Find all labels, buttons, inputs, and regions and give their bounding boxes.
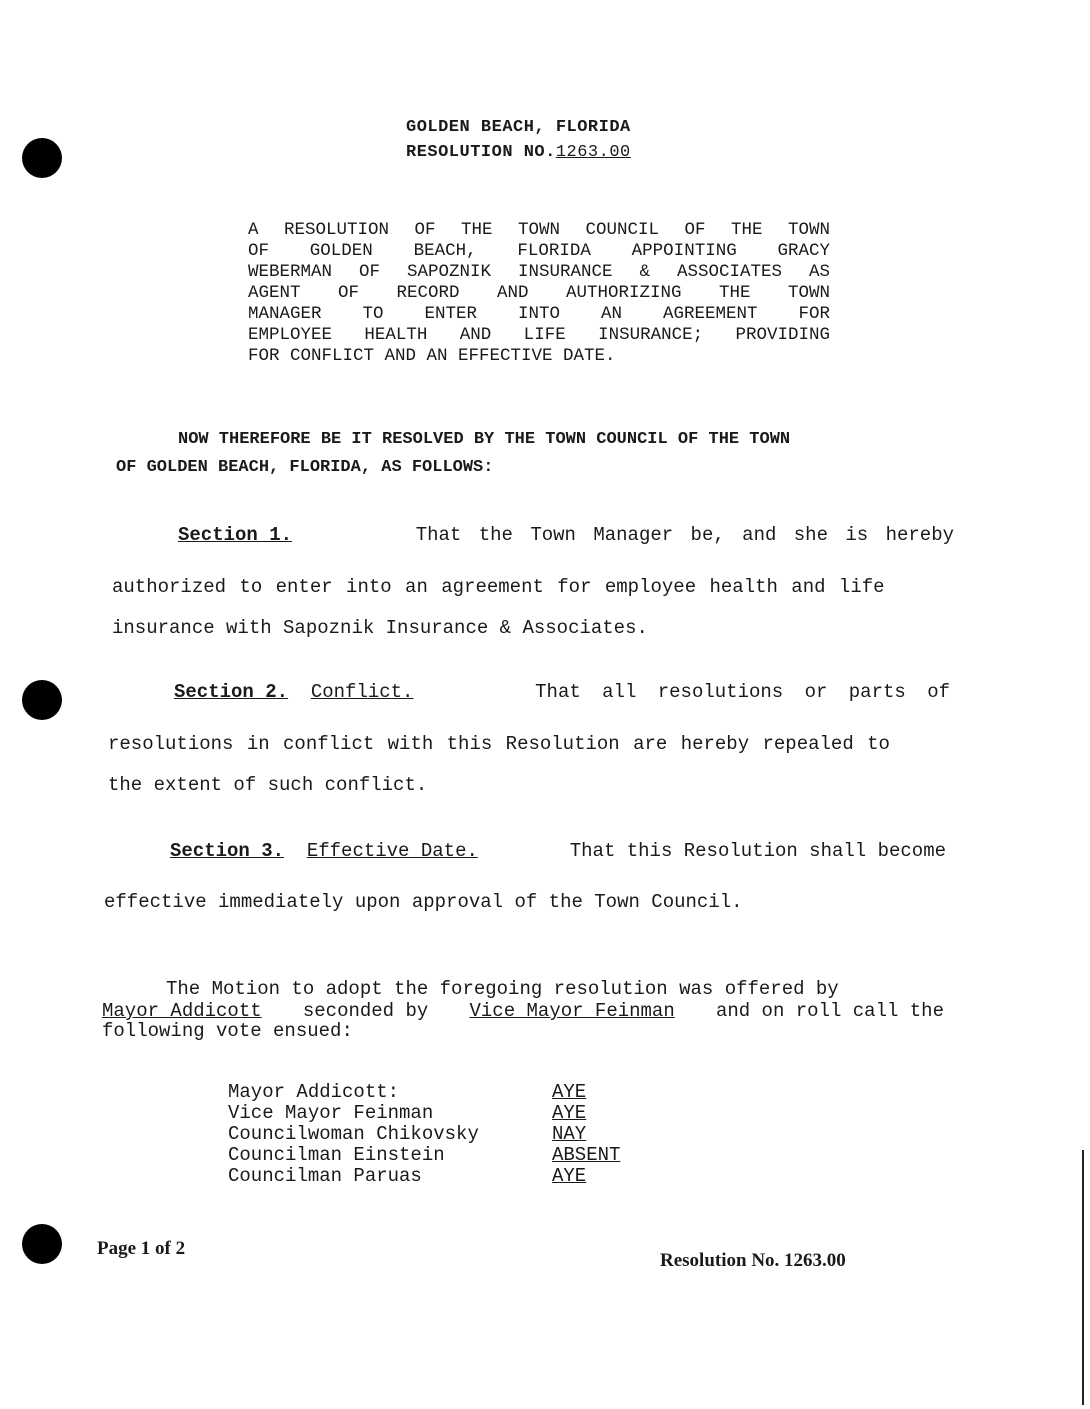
section-3-heading: Section 3.	[170, 840, 285, 862]
section-3-text-1: That this Resolution shall become	[569, 840, 946, 862]
vote-value: ABSENT	[552, 1144, 621, 1166]
resolution-heading	[406, 143, 631, 162]
punch-hole-top	[22, 138, 62, 178]
vote-row	[228, 1124, 620, 1145]
motion-roll-text: and on roll call the	[715, 1000, 944, 1022]
vote-value: AYE	[552, 1102, 587, 1124]
resolution-title-block	[248, 220, 830, 367]
motion-line-1: The Motion to adopt the foregoing resolution was offered by	[166, 978, 839, 1000]
title-line: EMPLOYEE HEALTH AND LIFE INSURANCE; PROVIDING	[248, 325, 830, 345]
vote-member: Vice Mayor Feinman	[228, 1102, 434, 1124]
section-3-text-2: effective immediately upon approval of the Town Council.	[104, 891, 743, 913]
vote-value: AYE	[552, 1165, 587, 1187]
vote-row	[228, 1103, 620, 1124]
title-line: FOR CONFLICT AND AN EFFECTIVE DATE.	[248, 346, 616, 366]
section-1-text-3: insurance with Sapoznik Insurance & Associates.	[112, 617, 648, 639]
footer-resolution-number: Resolution No. 1263.00	[660, 1250, 846, 1271]
page-number: Page 1 of 2	[97, 1238, 186, 1259]
motion-seconded-text: seconded by	[302, 1000, 429, 1022]
vote-table	[228, 1082, 620, 1187]
section-2-subheading: Conflict.	[310, 681, 414, 703]
vote-value: AYE	[552, 1081, 587, 1103]
motion-line-2	[102, 1000, 944, 1022]
title-line: WEBERMAN OF SAPOZNIK INSURANCE & ASSOCIATES AS	[248, 262, 830, 282]
resolution-label: RESOLUTION NO.	[406, 143, 556, 162]
scan-edge-line	[1082, 1150, 1084, 1405]
section-1-text-1: That the Town Manager be, and she is hereby	[415, 524, 954, 546]
resolved-line-2: OF GOLDEN BEACH, FLORIDA, AS FOLLOWS:	[116, 458, 494, 477]
section-3-subheading: Effective Date.	[306, 840, 478, 862]
motion-seconder: Vice Mayor Feinman	[469, 1000, 675, 1022]
vote-row	[228, 1082, 620, 1103]
section-1-text-2: authorized to enter into an agreement for employee health and life	[112, 576, 885, 598]
resolution-number: 1263.00	[555, 143, 631, 162]
punch-hole-bottom	[22, 1224, 62, 1264]
title-line: MANAGER TO ENTER INTO AN AGREEMENT FOR	[248, 304, 830, 324]
section-2-heading: Section 2.	[174, 681, 289, 703]
vote-row	[228, 1145, 620, 1166]
vote-member: Councilwoman Chikovsky	[228, 1123, 479, 1145]
town-heading: GOLDEN BEACH, FLORIDA	[406, 118, 631, 137]
section-2-text-2: resolutions in conflict with this Resolution are hereby repealed to	[108, 733, 890, 755]
section-1-first-line	[178, 524, 954, 546]
section-3-first-line	[170, 840, 946, 862]
section-2-first-line	[174, 681, 950, 703]
punch-hole-middle	[22, 680, 62, 720]
resolved-line-1: NOW THEREFORE BE IT RESOLVED BY THE TOWN COUNCIL OF THE TOWN	[178, 430, 791, 449]
section-2-text-1: That all resolutions or parts of	[535, 681, 950, 703]
motion-line-3: following vote ensued:	[102, 1020, 353, 1042]
vote-row	[228, 1166, 620, 1187]
vote-member: Mayor Addicott:	[228, 1081, 400, 1103]
vote-value: NAY	[552, 1123, 587, 1145]
motion-mover: Mayor Addicott	[102, 1000, 262, 1022]
vote-member: Councilman Paruas	[228, 1165, 422, 1187]
title-line: A RESOLUTION OF THE TOWN COUNCIL OF THE TOWN	[248, 220, 830, 240]
vote-member: Councilman Einstein	[228, 1144, 445, 1166]
title-line: AGENT OF RECORD AND AUTHORIZING THE TOWN	[248, 283, 830, 303]
section-2-text-3: the extent of such conflict.	[108, 774, 428, 796]
section-1-heading: Section 1.	[178, 524, 293, 546]
title-line: OF GOLDEN BEACH, FLORIDA APPOINTING GRACY	[248, 241, 830, 261]
